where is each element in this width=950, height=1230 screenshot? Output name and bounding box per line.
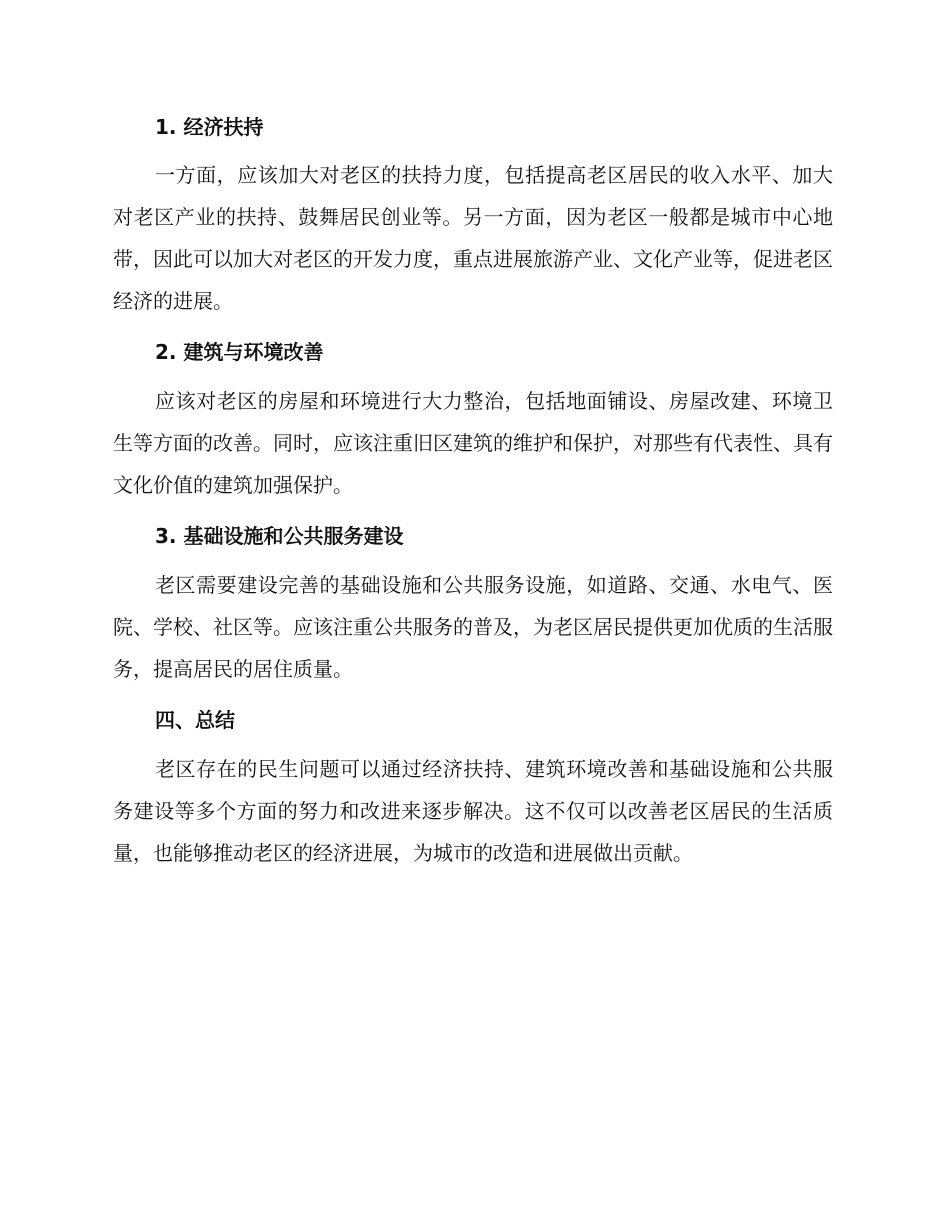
section-paragraph-summary: 老区存在的民生问题可以通过经济扶持、建筑环境改善和基础设施和公共服务建设等多个方面的努力和改进来逐步解决。这不仅可以改善老区居民的生活质量，也能够推动老区的经济进展，为城市的改造和进展做出贡献。 xyxy=(113,757,833,865)
section-paragraph-economic-support: 一方面，应该加大对老区的扶持力度，包括提高老区居民的收入水平、加大对老区产业的扶持、鼓舞居民创业等。另一方面，因为老区一般都是城市中心地带，因此可以加大对老区的开发力度，重点进展旅游产业、文化产业等，促进老区经济的进展。 xyxy=(113,163,833,313)
section-heading-summary: 四、总结 xyxy=(155,708,235,732)
document-body xyxy=(113,109,833,886)
section-paragraph-infrastructure: 老区需要建设完善的基础设施和公共服务设施，如道路、交通、水电气、医院、学校、社区等。应该注重公共服务的普及，为老区居民提供更加优质的生活服务，提高居民的居住质量。 xyxy=(113,573,833,681)
section-paragraph-building-environment: 应该对老区的房屋和环境进行大力整治，包括地面铺设、房屋改建、环境卫生等方面的改善。同时，应该注重旧区建筑的维护和保护，对那些有代表性、具有文化价值的建筑加强保护。 xyxy=(113,389,833,497)
section-heading-economic-support: 1. 经济扶持 xyxy=(155,115,264,139)
section-heading-building-environment: 2. 建筑与环境改善 xyxy=(155,340,324,364)
section-heading-infrastructure: 3. 基础设施和公共服务建设 xyxy=(155,524,404,548)
